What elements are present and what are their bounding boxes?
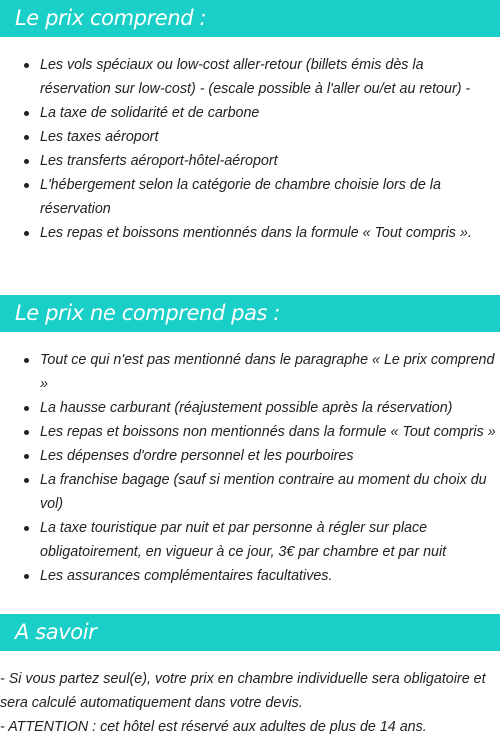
included-item: Les vols spéciaux ou low-cost aller-retour (billets émis dès la réservation sur low-cost) - (escale possible à l'aller ou/et au retour) - [0, 53, 500, 101]
section-title-a-savoir: A savoir [15, 620, 97, 644]
a-savoir-line: - ATTENTION : cet hôtel est réservé aux adultes de plus de 14 ans. [0, 719, 427, 735]
not-included-list [0, 348, 500, 588]
section-title-not-included: Le prix ne comprend pas : [15, 301, 281, 325]
section-header-not-included [0, 295, 500, 332]
not-included-item: Les dépenses d'ordre personnel et les pourboires [0, 444, 500, 468]
included-item: L'hébergement selon la catégorie de chambre choisie lors de la réservation [0, 173, 500, 221]
not-included-item: Tout ce qui n'est pas mentionné dans le paragraphe « Le prix comprend » [0, 348, 500, 396]
not-included-item: Les assurances complémentaires facultatives. [0, 564, 500, 588]
not-included-item: La taxe touristique par nuit et par personne à régler sur place obligatoirement, en vigueur à ce jour, 3€ par chambre et par nuit [0, 516, 500, 564]
included-item: Les repas et boissons mentionnés dans la formule « Tout compris ». [0, 221, 500, 245]
included-list [0, 53, 500, 245]
included-item: Les transferts aéroport-hôtel-aéroport [0, 149, 500, 173]
not-included-item: La hausse carburant (réajustement possible après la réservation) [0, 396, 500, 420]
not-included-item: La franchise bagage (sauf si mention contraire au moment du choix du vol) [0, 468, 500, 516]
included-item: La taxe de solidarité et de carbone [0, 101, 500, 125]
a-savoir-line: - Si vous partez seul(e), votre prix en chambre individuelle sera obligatoire et sera calculé automatiquement dans votre devis. [0, 671, 486, 711]
section-title-included: Le prix comprend : [15, 6, 207, 30]
a-savoir-text [0, 667, 500, 739]
section-header-a-savoir [0, 614, 500, 651]
included-item: Les taxes aéroport [0, 125, 500, 149]
not-included-item: Les repas et boissons non mentionnés dans la formule « Tout compris » [0, 420, 500, 444]
section-header-included [0, 0, 500, 37]
